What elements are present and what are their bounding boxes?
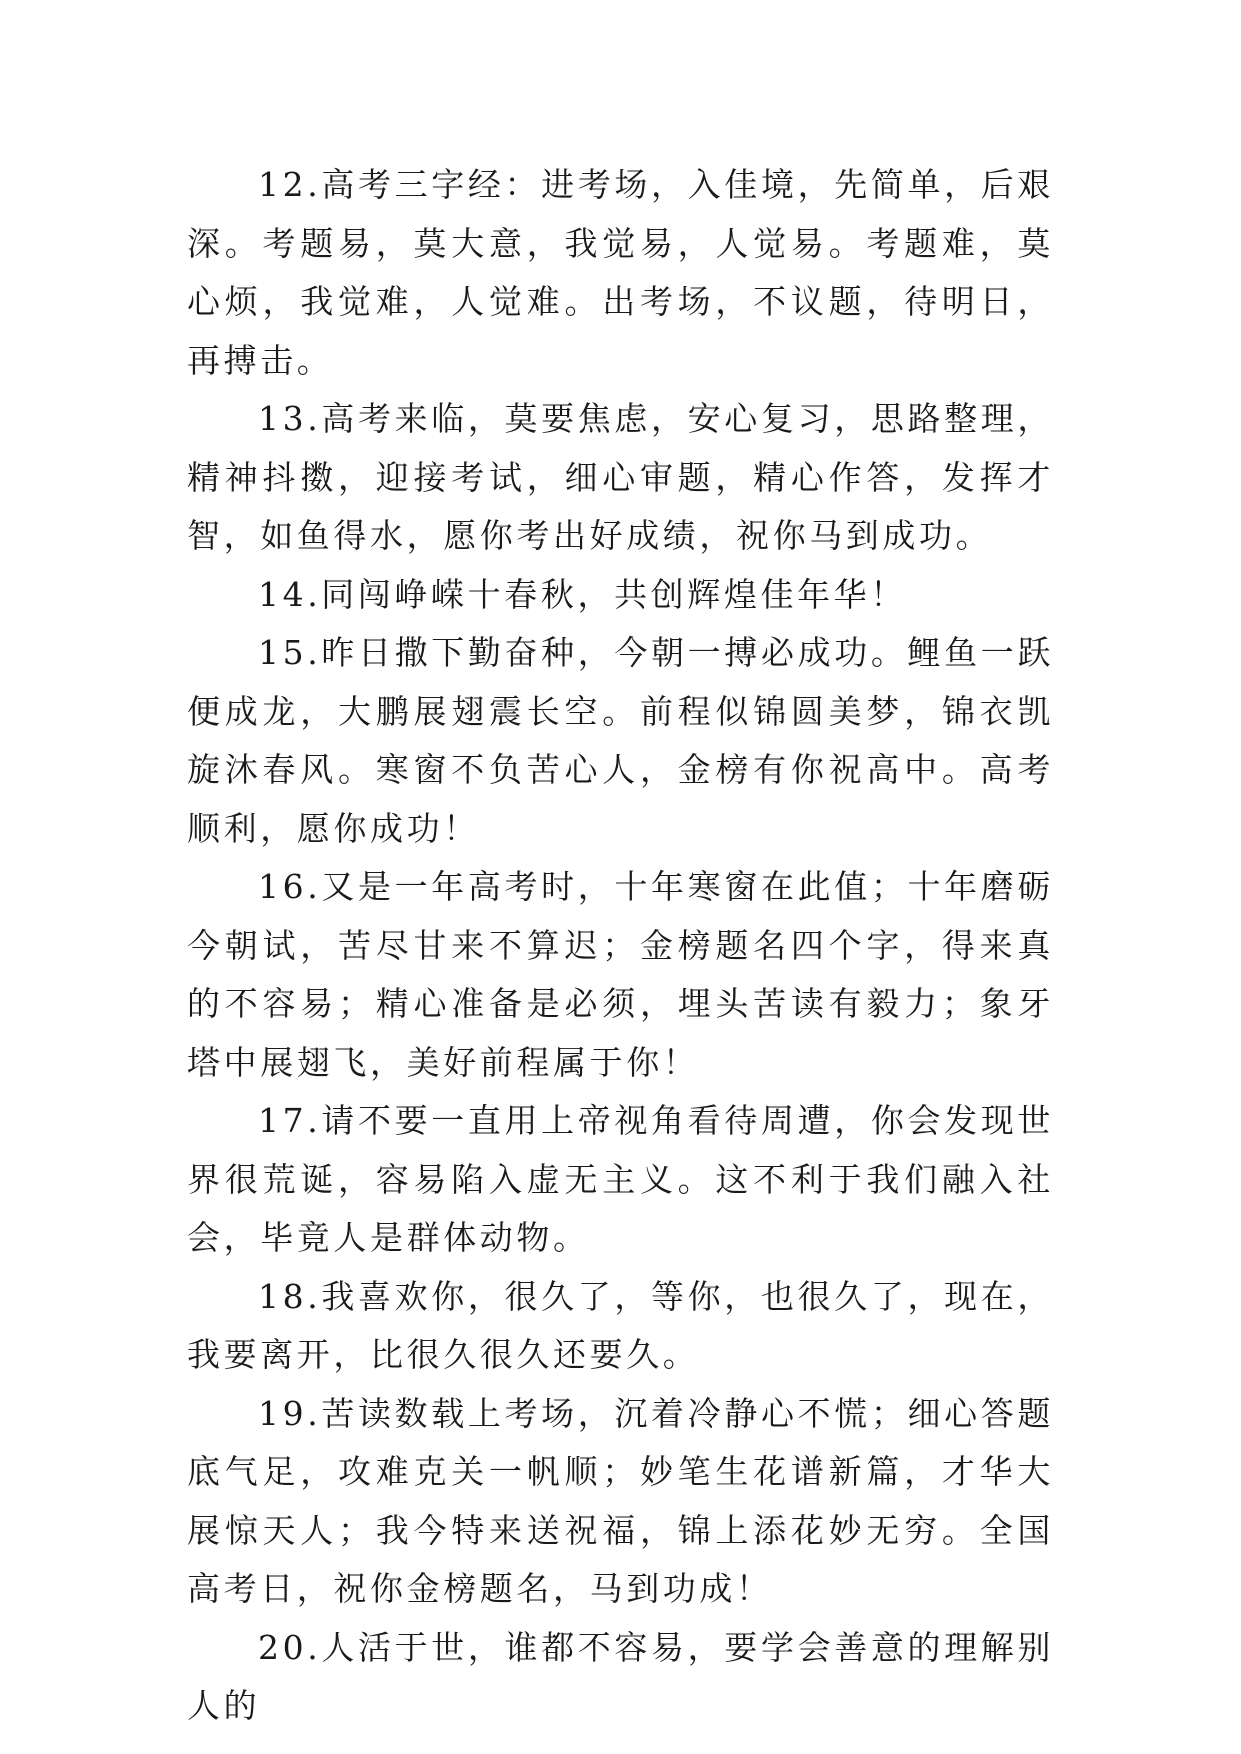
paragraph-19: 19.苦读数载上考场，沉着冷静心不慌；细心答题底气足，攻难克关一帆顺；妙笔生花谱新篇，才华大展惊天人；我今特来送祝福，锦上添花妙无穷。全国高考日，祝你金榜题名，马到功成！ xyxy=(187,1393,1054,1608)
paragraph-14: 14.同闯峥嵘十春秋，共创辉煌佳年华！ xyxy=(258,574,907,614)
body-text xyxy=(187,156,1054,1736)
paragraph-16: 16.又是一年高考时，十年寒窗在此值；十年磨砺今朝试，苦尽甘来不算迟；金榜题名四个字，得来真的不容易；精心准备是必须，埋头苦读有毅力；象牙塔中展翅飞，美好前程属于你！ xyxy=(187,867,1054,1082)
paragraph-17: 17.请不要一直用上帝视角看待周遭，你会发现世界很荒诞，容易陷入虚无主义。这不利于我们融入社会，毕竟人是群体动物。 xyxy=(187,1101,1054,1257)
paragraph-20: 20.人活于世，谁都不容易，要学会善意的理解别人的 xyxy=(187,1627,1054,1725)
paragraph-15: 15.昨日撒下勤奋种，今朝一搏必成功。鲤鱼一跃便成龙，大鹏展翅震长空。前程似锦圆美梦，锦衣凯旋沐春风。寒窗不负苦心人，金榜有你祝高中。高考顺利，愿你成功！ xyxy=(187,633,1054,848)
paragraph-12: 12.高考三字经：进考场，入佳境，先简单，后艰深。考题易，莫大意，我觉易，人觉易。考题难，莫心烦，我觉难，人觉难。出考场，不议题，待明日，再搏击。 xyxy=(187,165,1054,380)
paragraph-18: 18.我喜欢你，很久了，等你，也很久了，现在，我要离开，比很久很久还要久。 xyxy=(187,1276,1054,1374)
paragraph-13: 13.高考来临，莫要焦虑，安心复习，思路整理，精神抖擞，迎接考试，细心审题，精心作答，发挥才智，如鱼得水，愿你考出好成绩，祝你马到成功。 xyxy=(187,399,1054,555)
